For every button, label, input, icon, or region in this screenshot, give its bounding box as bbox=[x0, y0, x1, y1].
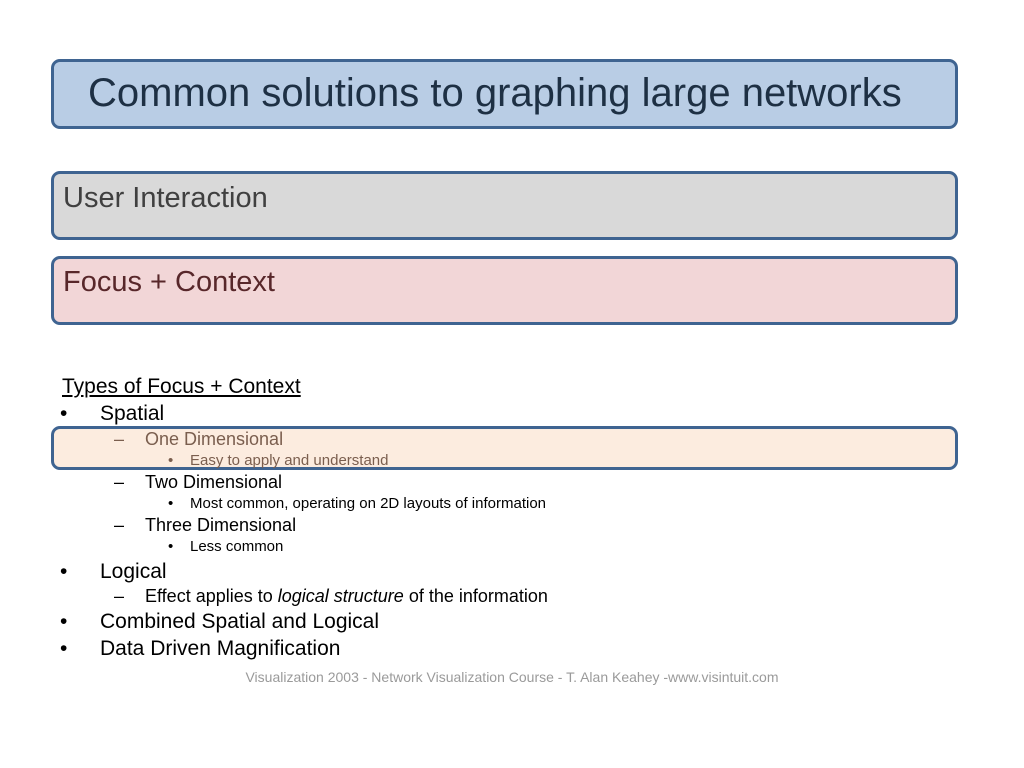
user-interaction-label: User Interaction bbox=[63, 182, 268, 214]
focus-context-box bbox=[51, 256, 958, 325]
bullet-marker: • bbox=[60, 560, 68, 583]
focus-context-label: Focus + Context bbox=[63, 266, 275, 298]
list-item-three-dimensional: Three Dimensional bbox=[145, 515, 297, 535]
dash-marker: – bbox=[114, 472, 125, 492]
list-item-one-dimensional: One Dimensional bbox=[145, 429, 284, 449]
logical-note-emphasis: logical structure bbox=[277, 586, 404, 606]
bullet-marker: • bbox=[60, 637, 68, 660]
list-item-combined: Combined Spatial and Logical bbox=[100, 610, 380, 633]
list-item-one-dimensional-note: Easy to apply and understand bbox=[190, 452, 389, 469]
logical-note-suffix: of the information bbox=[403, 586, 548, 606]
user-interaction-box bbox=[51, 171, 958, 240]
logical-note-prefix: Effect applies to bbox=[145, 586, 278, 606]
dash-marker: – bbox=[114, 515, 125, 535]
title-box bbox=[51, 59, 958, 129]
bullet-marker: • bbox=[168, 452, 174, 469]
slide-footer: Visualization 2003 - Network Visualization Course - T. Alan Keahey -www.visintuit.com bbox=[245, 669, 779, 685]
slide-title: Common solutions to graphing large networks bbox=[88, 71, 902, 115]
list-item-two-dimensional: Two Dimensional bbox=[145, 472, 283, 492]
list-heading: Types of Focus + Context bbox=[62, 375, 301, 398]
bullet-marker: • bbox=[60, 610, 68, 633]
list-item-data-driven: Data Driven Magnification bbox=[100, 637, 341, 660]
dash-marker: – bbox=[114, 429, 125, 449]
list-item-three-dimensional-note: Less common bbox=[190, 538, 284, 555]
list-item-logical: Logical bbox=[100, 560, 167, 583]
bullet-marker: • bbox=[168, 495, 174, 512]
bullet-marker: • bbox=[60, 402, 68, 425]
bullet-marker: • bbox=[168, 538, 174, 555]
list-item-spatial: Spatial bbox=[100, 402, 165, 425]
list-item-logical-note bbox=[145, 587, 548, 605]
dash-marker: – bbox=[114, 586, 125, 606]
list-item-two-dimensional-note: Most common, operating on 2D layouts of information bbox=[190, 495, 547, 512]
